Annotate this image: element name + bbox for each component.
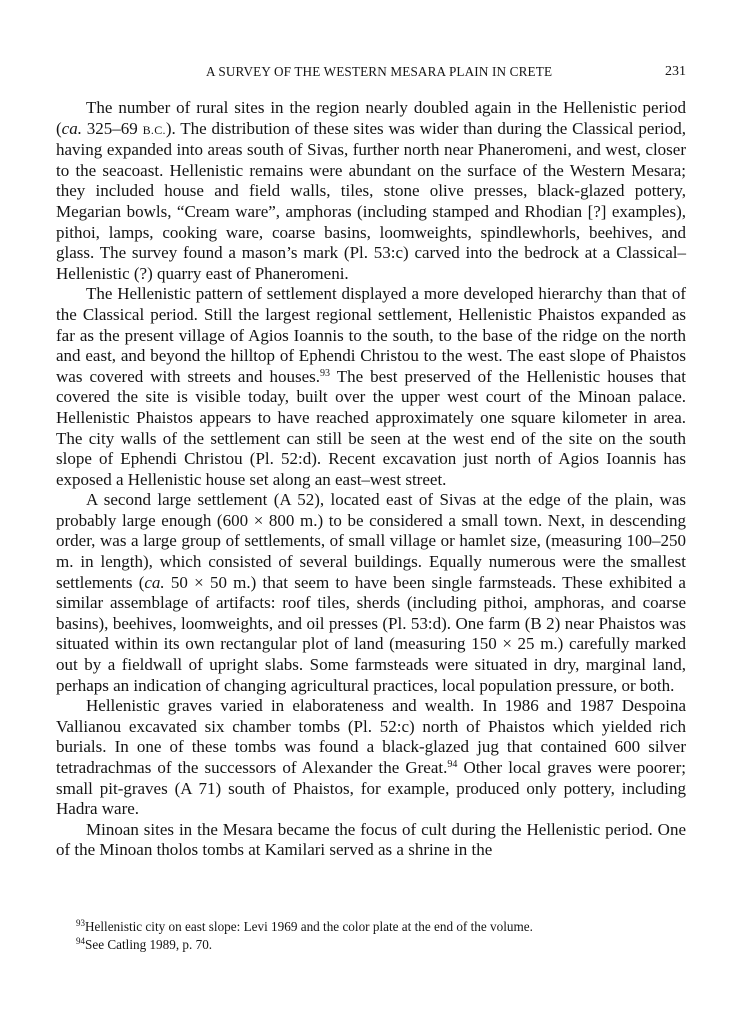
- footnote-marker: 93: [76, 918, 85, 928]
- running-title: A SURVEY OF THE WESTERN MESARA PLAIN IN CRETE: [206, 64, 553, 79]
- era-abbreviation: B.C.: [142, 122, 166, 137]
- footnote-text: See Catling 1989, p. 70.: [85, 937, 213, 952]
- paragraph-second-settlement: [56, 490, 686, 696]
- running-head: [56, 64, 686, 84]
- footnote-ref-94[interactable]: 94: [447, 759, 458, 770]
- footnote-ref-93[interactable]: 93: [320, 367, 330, 379]
- italic-abbreviation: ca.: [144, 572, 165, 592]
- paragraph-settlement-pattern: [56, 284, 686, 490]
- text-run: Minoan sites in the Mesara became the focus of cult during the Hellenistic period. One of the Minoan tholos tombs at Kamilari served as a shrine in the: [56, 819, 686, 860]
- footnotes: [56, 918, 686, 954]
- text-run: 325–69: [81, 118, 143, 138]
- text-run: A second large settlement (A 52), located east of Sivas at the edge of the plain, was probably large enough (600 × 800 m.) to be considered a small town. Next, in descending order, was a large group of settlements, of small village or hamlet size, (measuring 100–250 m. in length), which consisted of several buildings. Equally numerous were the smallest settlements (: [56, 490, 686, 592]
- text-run: The number of rural sites in the region nearly doubled again in the Hellenistic period (: [56, 98, 686, 138]
- footnote-marker: 94: [76, 936, 85, 946]
- text-run: 50 × 50 m.) that seem to have been single farmsteads. These exhibited a similar assemblage of artifacts: roof tiles, sherds (including pithoi, amphoras, and coarse basins), beehives, loomweights, and oil presses (Pl. 53:d). One farm (B 2) near Phaistos was situated within its own rectangular plot of land (measuring 150 × 25 m.) carefully marked out by a fieldwall of upright slabs. Some farmsteads were situated in dry, marginal land, perhaps an indication of changing agricultural practices, local population pressure, or both.: [56, 572, 686, 695]
- footnote-text: Hellenistic city on east slope: Levi 1969 and the color plate at the end of the volume.: [85, 919, 533, 934]
- body-text: [56, 98, 686, 861]
- paragraph-rural-sites: [56, 98, 686, 284]
- text-run: Hellenistic graves varied in elaborateness and wealth. In 1986 and 1987 Despoina Vallianou excavated six chamber tombs (Pl. 52:c) north of Phaistos which yielded rich burials. In one of these tombs was found a black-glazed jug that contained 600 silver tetradrachmas of the successors of Alexander the Great.: [56, 696, 686, 777]
- page-number: 231: [665, 64, 686, 79]
- text-run: The Hellenistic pattern of settlement displayed a more developed hierarchy than that of the Classical period. Still the largest regional settlement, Hellenistic Phaistos expanded as far as the present village of Agios Ioannis to the south, to the base of the ridge on the north and east, and beyond the hilltop of Ephendi Christou to the west. The east slope of Phaistos was covered with streets and houses.: [56, 284, 686, 386]
- footnote-93: [56, 918, 686, 936]
- footnote-94: [56, 936, 686, 954]
- italic-abbreviation: ca.: [61, 118, 82, 138]
- text-run: Other local graves were poorer; small pit-graves (A 71) south of Phaistos, for example, produced only pottery, including Hadra ware.: [56, 758, 686, 819]
- text-run: ). The distribution of these sites was wider than during the Classical period, having expanded into areas south of Sivas, further north near Phaneromeni, and west, closer to the seacoast. Hellenistic remains were abundant on the surface of the Western Mesara; they included house and field walls, tiles, stone olive presses, black-glazed pottery, Megarian bowls, “Cream ware”, amphoras (including stamped and Rhodian [?] examples), pithoi, lamps, cooking ware, coarse basins, loomweights, spindlewhorls, beehives, and glass. The survey found a mason’s mark (Pl. 53:c) carved into the bedrock at a Classical–Hellenistic (?) quarry east of Phaneromeni.: [56, 118, 686, 283]
- text-run: The best preserved of the Hellenistic houses that covered the site is visible today, built over the upper west court of the Minoan palace. Hellenistic Phaistos appears to have reached approximately one square kilometer in area. The city walls of the settlement can still be seen at the west end of the site on the south slope of Ephendi Christou (Pl. 52:d). Recent excavation just north of Agios Ioannis has exposed a Hellenistic house set along an east–west street.: [56, 366, 686, 489]
- paragraph-hellenistic-graves: [56, 696, 686, 820]
- paragraph-minoan-cult: [56, 820, 686, 861]
